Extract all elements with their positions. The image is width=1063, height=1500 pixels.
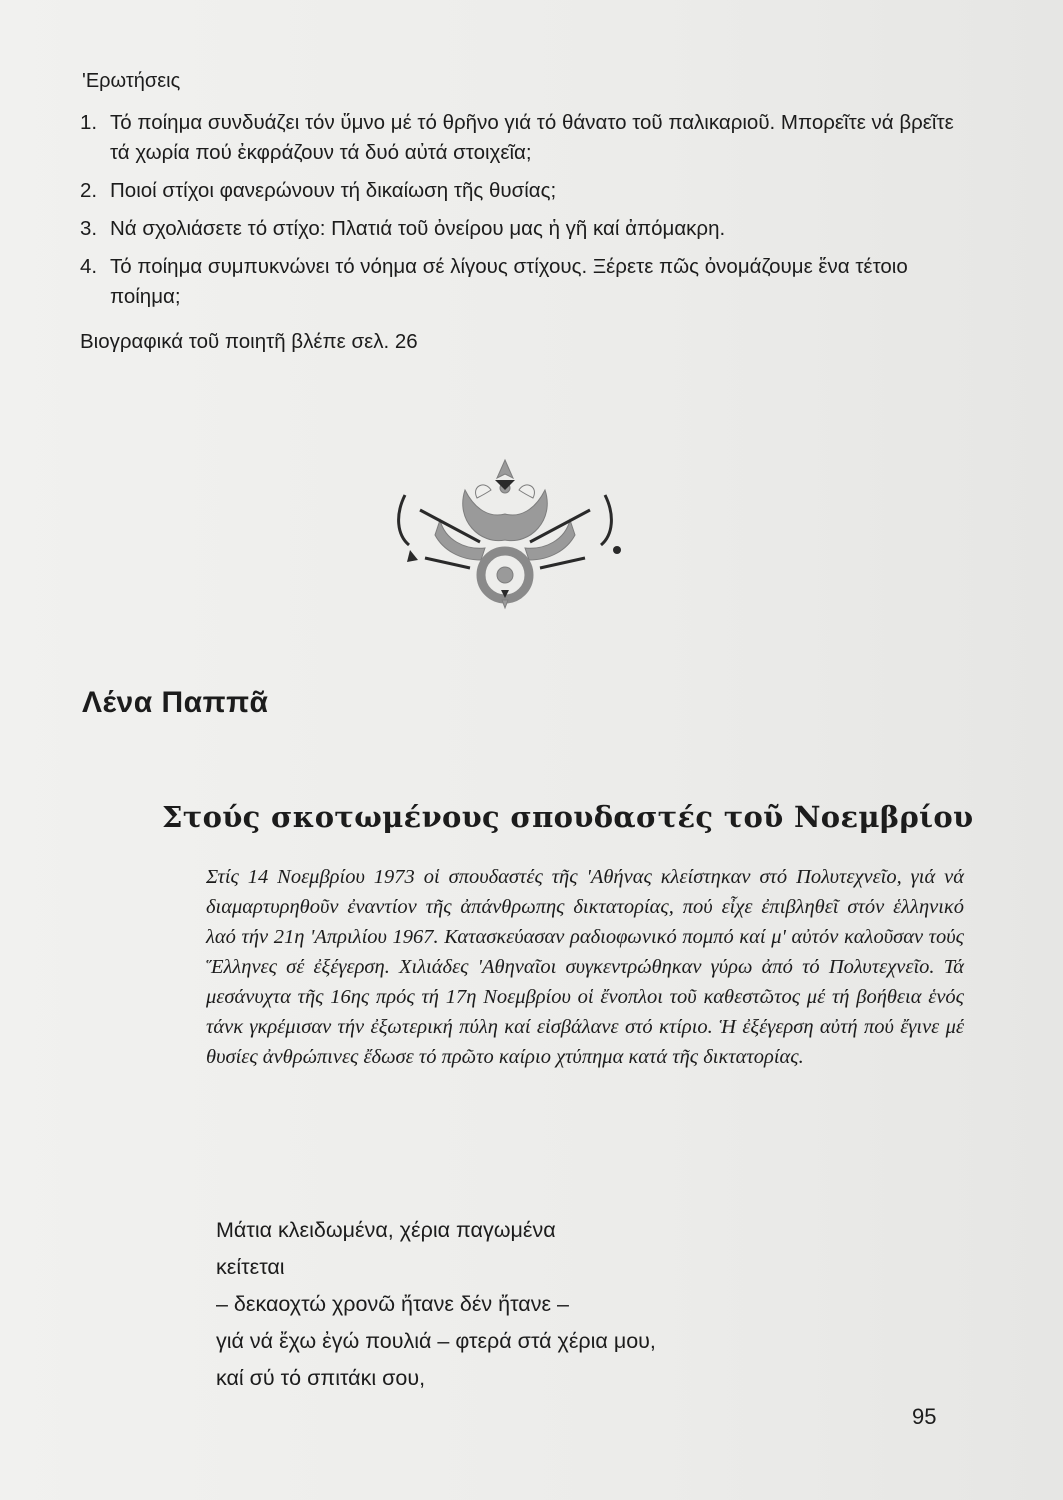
floral-ornament-icon xyxy=(385,450,625,615)
poem-stanza xyxy=(216,1212,656,1397)
question-text: Τό ποίημα συνδυάζει τόν ὕμνο μέ τό θρῆνο γιά τό θάνατο τοῦ παλικαριοῦ. Μπορεῖτε νά βρεῖτε τά χωρία πού ἐκφράζουν τά δυό αὐτά στοιχεῖα; xyxy=(110,111,954,164)
questions-heading: 'Ερωτήσεις xyxy=(82,70,181,92)
question-item xyxy=(80,252,970,312)
question-number: 1. xyxy=(80,111,98,134)
question-number: 3. xyxy=(80,217,98,240)
poem-line: κείτεται xyxy=(216,1255,285,1279)
poem-line: καί σύ τό σπιτάκι σου, xyxy=(216,1366,426,1390)
poem-line: Μάτια κλειδωμένα, χέρια παγωμένα xyxy=(216,1218,556,1242)
question-item xyxy=(80,108,970,168)
poem-title: Στούς σκοτωμένους σπουδαστές τοῦ Νοεμβρίου xyxy=(162,800,974,834)
question-text: Τό ποίημα συμπυκνώνει τό νόημα σέ λίγους στίχους. Ξέρετε πῶς ὀνομάζουμε ἕνα τέτοιο ποίημα; xyxy=(110,255,908,308)
question-item xyxy=(80,176,970,206)
author-name: Λένα Παππᾶ xyxy=(82,686,269,719)
question-item xyxy=(80,214,970,244)
page-number: 95 xyxy=(912,1404,937,1429)
poem-line: – δεκαοχτώ χρονῶ ἤτανε δέν ἤτανε – xyxy=(216,1292,569,1316)
question-number: 4. xyxy=(80,255,98,278)
question-text: Ποιοί στίχοι φανερώνουν τή δικαίωση τῆς θυσίας; xyxy=(110,179,557,202)
biography-reference: Βιογραφικά τοῦ ποιητῆ βλέπε σελ. 26 xyxy=(80,330,418,353)
intro-paragraph: Στίς 14 Νοεμβρίου 1973 οἱ σπουδαστές τῆς 'Αθήνας κλείστηκαν στό Πολυτεχνεῖο, γιά νά διαμαρτυρηθοῦν ἐναντίον τῆς ἀπάνθρωπης δικτατορίας, πού εἶχε ἐπιβληθεῖ στόν ἑλληνικό λαό τήν 21η 'Απριλίου 1967. Κατασκεύασαν ραδιοφωνικό πομπό καί μ' αὐτόν καλοῦσαν τούς Ἕλληνες σέ ἐξέγερση. Χιλιάδες 'Αθηναῖοι συγκεντρώθηκαν γύρω ἀπό τό Πολυτεχνεῖο. Τά μεσάνυχτα τῆς 16ης πρός τή 17η Νοεμβρίου οἱ ἔνοπλοι τοῦ καθεστῶτος μέ τή βοήθεια ἑνός τάνκ γκρέμισαν τήν ἐξωτερική πύλη καί εἰσβάλανε στό κτίριο. Ἡ ἐξέγερση αὐτή πού ἔγινε μέ θυσίες ἀνθρώπινες ἔδωσε τό πρῶτο καίριο χτύπημα κατά τῆς δικτατορίας. xyxy=(206,866,964,1068)
poem-line: γιά νά ἔχω ἐγώ πουλιά – φτερά στά χέρια μου, xyxy=(216,1329,656,1353)
questions-list xyxy=(80,108,970,320)
question-number: 2. xyxy=(80,179,98,202)
question-text: Νά σχολιάσετε τό στίχο: Πλατιά τοῦ ὀνείρου μας ἡ γῆ καί ἀπόμακρη. xyxy=(110,217,726,240)
